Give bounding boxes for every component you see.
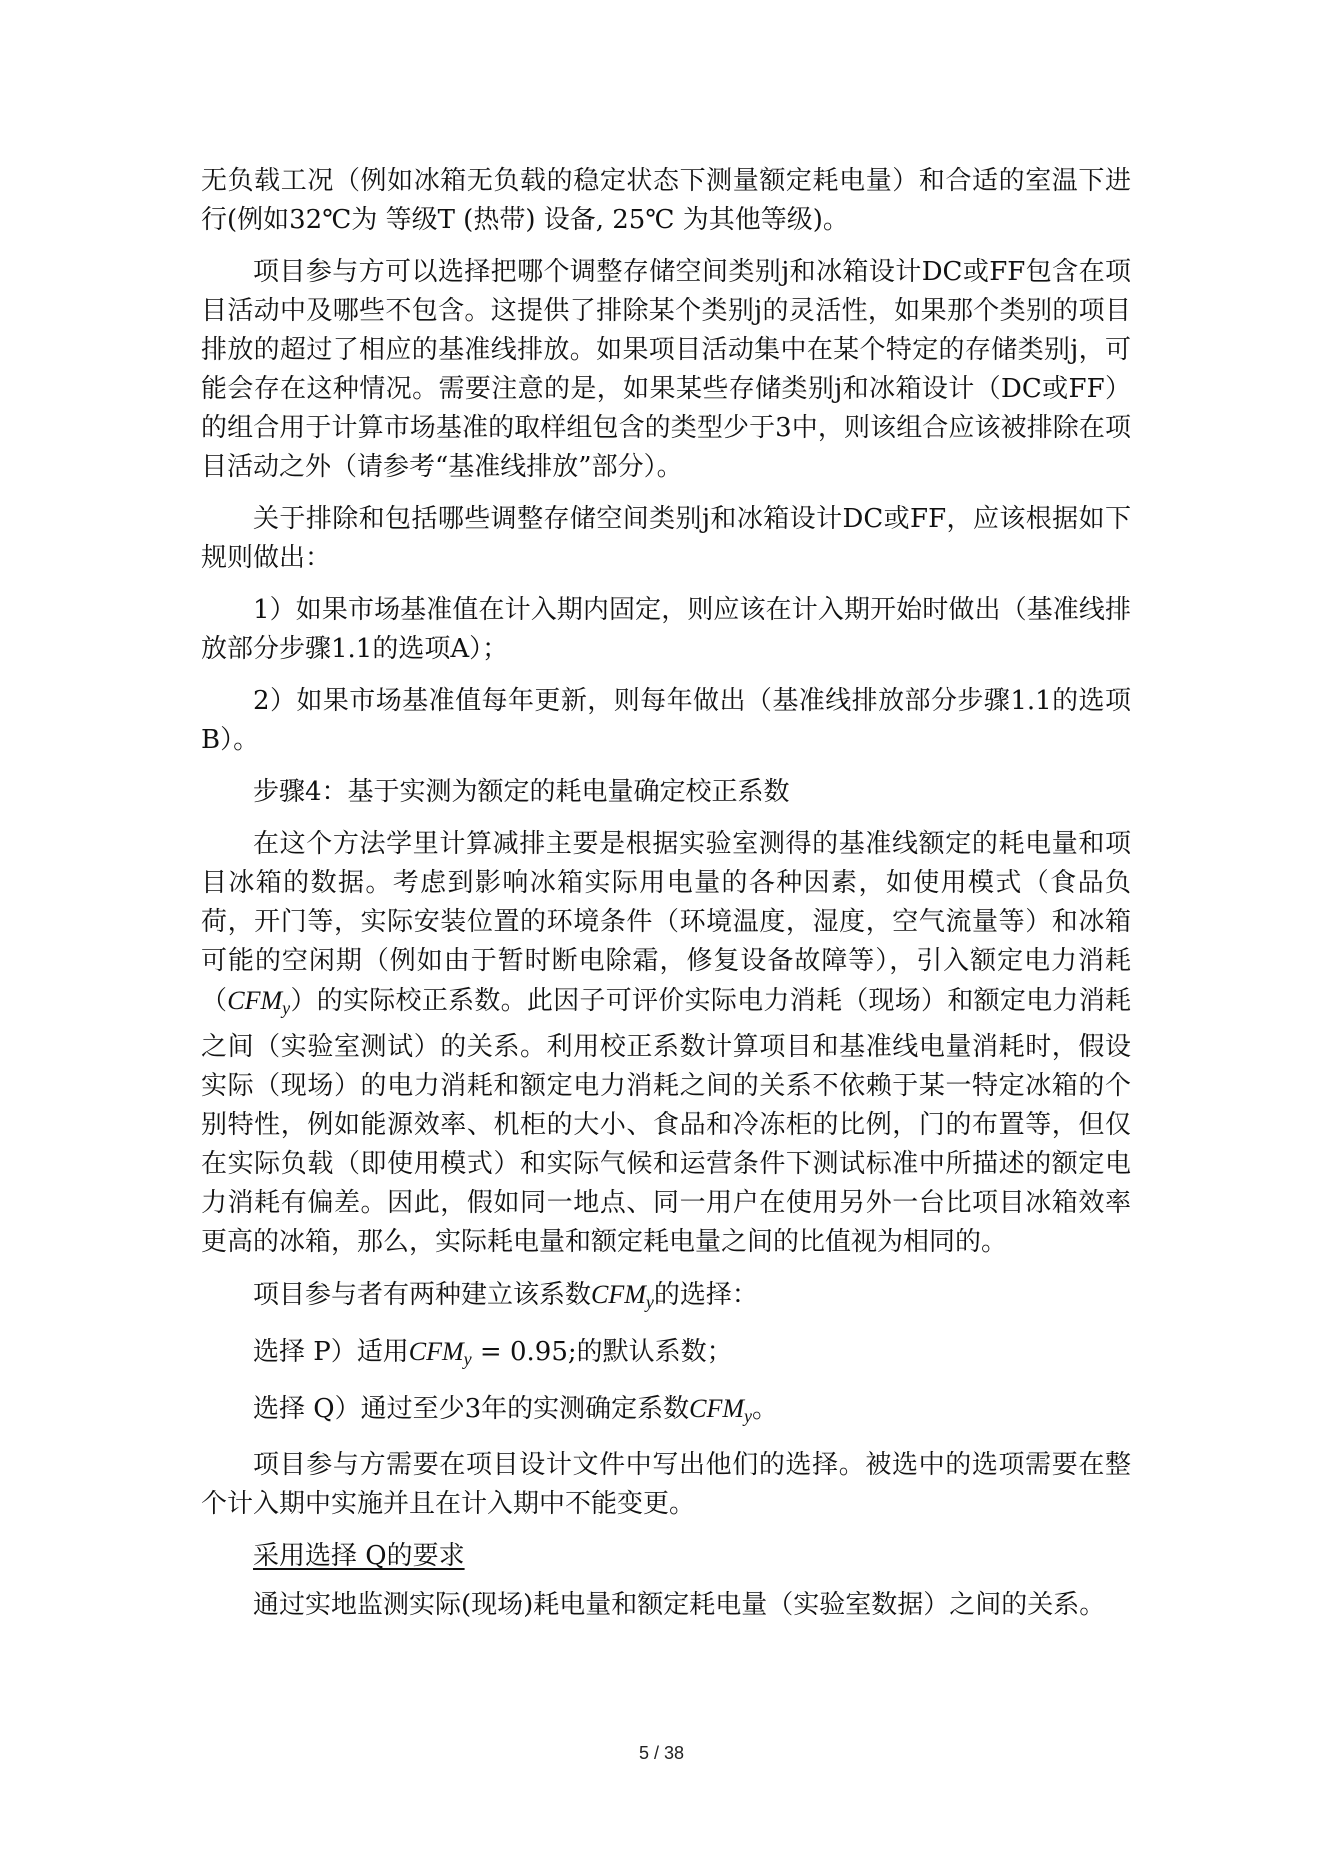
cfm-symbol: CFM <box>408 1337 464 1366</box>
page-number: 5 / 38 <box>638 1743 685 1763</box>
paragraph-text-part: 。 <box>752 1394 779 1424</box>
option-p <box>201 1332 1131 1379</box>
paragraph-text-part: = 0.95;的默认系数； <box>471 1337 733 1367</box>
paragraph-monitoring: 通过实地监测实际(现场)耗电量和额定耗电量（实验室数据）之间的关系。 <box>253 1590 1106 1620</box>
paragraph-two-options <box>201 1275 1131 1322</box>
document-body <box>201 162 1131 1638</box>
cfm-symbol: CFM <box>591 1280 646 1309</box>
paragraph-correction-factor <box>201 825 1131 1262</box>
underlined-heading: 采用选择 Q的要求 <box>253 1541 465 1571</box>
rule-item-fixed-baseline: 1）如果市场基准值在计入期内固定，则应该在计入期开始时做出（基准线排放部分步骤1.1的选项A）； <box>201 595 1131 664</box>
paragraph-text-part: 选择 P）适用 <box>253 1337 409 1367</box>
cfm-symbol: CFM <box>689 1394 745 1423</box>
paragraph-category-selection: 项目参与方可以选择把哪个调整存储空间类别j和冰箱设计DC或FF包含在项目活动中及哪些不包含。这提供了排除某个类别j的灵活性，如果那个类别的项目排放的超过了相应的基准线排放。如果项目活动集中在某个特定的存储类别j，可能会存在这种情况。需要注意的是，如果某些存储类别j和冰箱设计（DC或FF）的组合用于计算市场基准的取样组包含的类型少于3中，则该组合应该被排除在项目活动之外（请参考“基准线排放”部分）。 <box>201 257 1131 482</box>
option-q <box>201 1389 1131 1436</box>
paragraph-exclusion-rules: 关于排除和包括哪些调整存储空间类别j和冰箱设计DC或FF，应该根据如下规则做出： <box>201 504 1131 573</box>
paragraph-text-part: 的选择： <box>653 1280 758 1310</box>
option-q-requirements-heading <box>201 1537 1131 1576</box>
paragraph-text-part: 选择 Q）通过至少3年的实测确定系数 <box>253 1394 690 1424</box>
paragraph-choice-statement: 项目参与方需要在项目设计文件中写出他们的选择。被选中的选项需要在整个计入期中实施并且在计入期中不能变更。 <box>201 1450 1131 1519</box>
paragraph-text-part: ）的实际校正系数。此因子可评价实际电力消耗（现场）和额定电力消耗之间（实验室测试）的关系。利用校正系数计算项目和基准线电量消耗时，假设实际（现场）的电力消耗和额定电力消耗之间的关系不依赖于某一特定冰箱的个别特性，例如能源效率、机柜的大小、食品和冷冻柜的比例，门的布置等，但仅在实际负载（即使用模式）和实际气候和运营条件下测试标准中所描述的额定电力消耗有偏差。因此，假如同一地点、同一用户在使用另外一台比项目冰箱效率更高的冰箱，那么，实际耗电量和额定耗电量之间的比值视为相同的。 <box>201 986 1131 1257</box>
cfm-subscript: y <box>744 1406 753 1426</box>
paragraph-text-part: 项目参与者有两种建立该系数 <box>253 1280 592 1310</box>
rule-item-updated-baseline: 2）如果市场基准值每年更新，则每年做出（基准线排放部分步骤1.1的选项B）。 <box>201 686 1131 755</box>
paragraph-continuation: 无负载工况（例如冰箱无负载的稳定状态下测量额定耗电量）和合适的室温下进行(例如32℃为 等级T (热带) 设备, 25℃ 为其他等级)。 <box>201 166 1131 235</box>
cfm-subscript: y <box>463 1349 472 1369</box>
cfm-symbol: CFM <box>227 986 283 1015</box>
paragraph-text-part: 在这个方法学里计算减排主要是根据实验室测得的基准线额定的耗电量和项目冰箱的数据。考虑到影响冰箱实际用电量的各种因素，如使用模式（食品负荷，开门等，实际安装位置的环境条件（环境温度，湿度，空气流量等）和冰箱可能的空闲期（例如由于暂时断电除霜，修复设备故障等），引入额定电力消耗（ <box>201 829 1131 1016</box>
cfm-subscript: y <box>645 1292 654 1312</box>
cfm-subscript: y <box>282 998 291 1018</box>
step-4-heading: 步骤4：基于实测为额定的耗电量确定校正系数 <box>253 777 790 807</box>
